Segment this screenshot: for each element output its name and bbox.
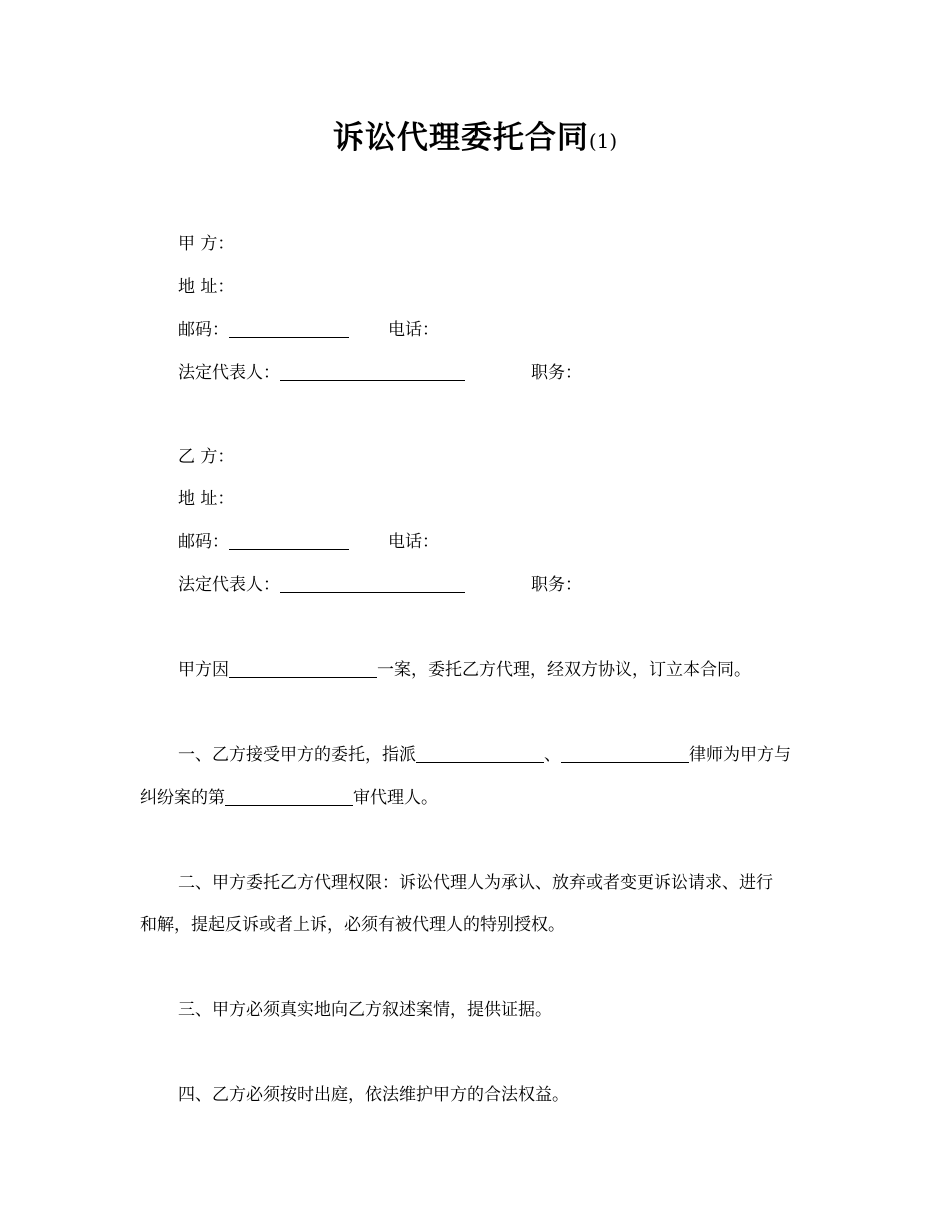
party-b-label: 乙 方： xyxy=(178,447,235,467)
party-b-phone-label: 电话： xyxy=(388,532,439,552)
party-a-rep-row xyxy=(178,362,582,384)
lawyer1-blank[interactable] xyxy=(416,745,544,763)
lawyer2-blank[interactable] xyxy=(561,745,689,763)
title-text: 诉讼代理委托合同 xyxy=(332,120,589,156)
instance-blank[interactable] xyxy=(225,788,353,806)
case-name-blank[interactable] xyxy=(229,660,377,678)
clause1-text-4: 审代理人。 xyxy=(353,788,438,808)
party-b-postcode-label: 邮码： xyxy=(178,532,229,552)
party-b-rep-label: 法定代表人： xyxy=(178,575,280,595)
party-b-address-label: 地 址： xyxy=(178,489,235,509)
clause1-separator: 、 xyxy=(544,745,561,765)
party-a-rep-blank[interactable] xyxy=(280,363,465,381)
clause3-paragraph: 三、甲方必须真实地向乙方叙述案情，提供证据。 xyxy=(178,1000,552,1020)
intro-text-after: 一案，委托乙方代理，经双方协议，订立本合同。 xyxy=(377,660,751,680)
clause1-line1 xyxy=(178,744,791,766)
party-a-postcode-label: 邮码： xyxy=(178,320,229,340)
party-a-contact-row xyxy=(178,319,439,341)
document-title xyxy=(0,112,950,157)
party-b-postcode-blank[interactable] xyxy=(229,532,349,550)
clause1-text-1: 一、乙方接受甲方的委托，指派 xyxy=(178,745,416,765)
party-b-rep-row xyxy=(178,574,582,596)
party-b-rep-blank[interactable] xyxy=(280,575,465,593)
party-a-position-label: 职务： xyxy=(531,363,582,383)
party-a-rep-label: 法定代表人： xyxy=(178,363,280,383)
party-a-address-label: 地 址： xyxy=(178,277,235,297)
clause2-line1: 二、甲方委托乙方代理权限：诉讼代理人为承认、放弃或者变更诉讼请求、进行 xyxy=(178,873,773,893)
clause2-line2: 和解，提起反诉或者上诉，必须有被代理人的特别授权。 xyxy=(140,915,565,935)
clause1-line2 xyxy=(140,787,438,809)
party-a-label: 甲 方： xyxy=(178,234,235,254)
intro-paragraph xyxy=(178,659,751,681)
clause4-paragraph: 四、乙方必须按时出庭，依法维护甲方的合法权益。 xyxy=(178,1085,569,1105)
title-suffix: (1) xyxy=(588,129,618,153)
party-b-contact-row xyxy=(178,531,439,553)
party-a-postcode-blank[interactable] xyxy=(229,320,349,338)
party-b-position-label: 职务： xyxy=(531,575,582,595)
intro-text-before: 甲方因 xyxy=(178,660,229,680)
party-a-phone-label: 电话： xyxy=(388,320,439,340)
clause1-text-3: 纠纷案的第 xyxy=(140,788,225,808)
clause1-text-2: 律师为甲方与 xyxy=(689,745,791,765)
